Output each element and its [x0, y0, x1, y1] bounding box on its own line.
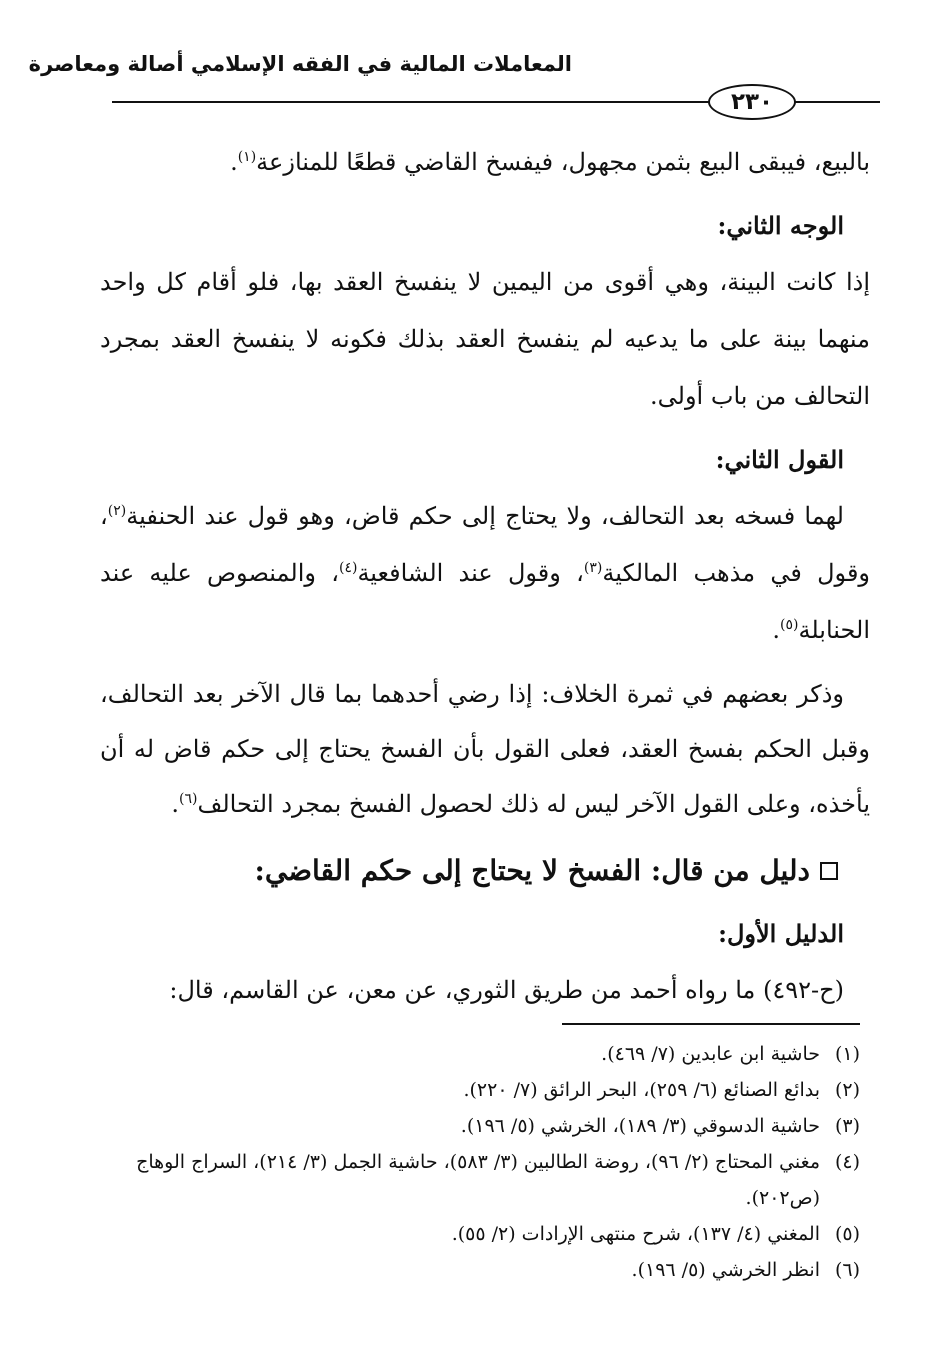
footnote [80, 1144, 860, 1216]
footnote-text: مغني المحتاج (٢/ ٩٦)، روضة الطالبين (٣/ ٥٨٣)، حاشية الجمل (٣/ ٢١٤)، السراج الوهاج (ص٢٠٢). [136, 1151, 820, 1209]
footnote-number: (٤) [834, 1151, 860, 1173]
footnotes [80, 1036, 860, 1288]
subheading-second-opinion: القول الثاني: [715, 445, 844, 474]
paragraph-1-text: بالبيع، فيبقى البيع بثمن مجهول، فيفسخ القاضي قطعًا للمنازعة [256, 148, 870, 176]
footnote-number: (٦) [834, 1259, 860, 1281]
subheading-first-evidence: الدليل الأول: [718, 919, 844, 948]
running-head-title: المعاملات المالية في الفقه الإسلامي أصالة ومعاصرة [28, 52, 572, 76]
page-number: ٢٣٠ [708, 84, 796, 120]
main-text [100, 134, 870, 1019]
footnote-text: المغني (٤/ ١٣٧)، شرح منتهى الإرادات (٢/ ٥٥). [451, 1223, 820, 1245]
paragraph-1-end: . [230, 148, 238, 176]
subheading-second-aspect: الوجه الثاني: [717, 211, 844, 240]
footnote [80, 1072, 860, 1108]
footnote-text: حاشية الدسوقي (٣/ ١٨٩)، الخرشي (٥/ ١٩٦). [460, 1115, 820, 1137]
footnote-ref-4: (٤) [338, 560, 358, 576]
paragraph-4-text: وذكر بعضهم في ثمرة الخلاف: إذا رضي أحدهما بما قال الآخر بعد التحالف، وقبل الحكم بفسخ العقد، فعلى القول بأن الفسخ يحتاج إلى حكم قاض له أن يأخذه، وعلى القول الآخر ليس له ذلك لحصول الفسخ بمجرد التحالف [100, 680, 870, 818]
footnote-number: (٥) [834, 1223, 860, 1245]
footnote-ref-5: (٥) [780, 617, 799, 633]
footnote-text: حاشية ابن عابدين (٧/ ٤٦٩). [601, 1043, 820, 1065]
paragraph-3-c: ، وقول عند الشافعية [357, 559, 584, 587]
paragraph-3-b: ، وقول في مذهب المالكية [100, 502, 870, 587]
footnote-number: (٢) [834, 1079, 860, 1101]
footnote-text: انظر الخرشي (٥/ ١٩٦). [631, 1259, 820, 1281]
section-heading [100, 842, 870, 899]
paragraph-3-a: لهما فسخه بعد التحالف، ولا يحتاج إلى حكم قاض، وهو قول عند الحنفية [126, 502, 844, 530]
footnote-ref-1: (١) [237, 149, 257, 165]
paragraph-3 [100, 488, 870, 659]
paragraph-5: (ح-٤٩٢) ما رواه أحمد من طريق الثوري، عن معن، عن القاسم، قال: [169, 976, 844, 1004]
footnote [80, 1108, 860, 1144]
paragraph-3-d: ، والمنصوص عليه عند الحنابلة [100, 559, 870, 644]
footnote-rule [562, 1023, 860, 1025]
paragraph-4 [100, 667, 870, 832]
footnote-number: (١) [834, 1043, 860, 1065]
footnote-ref-2: (٢) [107, 503, 127, 519]
paragraph-4-end: . [171, 790, 180, 818]
section-heading-text: دليل من قال: الفسخ لا يحتاج إلى حكم القاضي: [254, 854, 810, 887]
paragraph-2: إذا كانت البينة، وهي أقوى من اليمين لا ينفسخ العقد بها، فلو أقام كل واحد منهما بينة على ما يدعيه لم ينفسخ العقد بذلك فكونه لا ينفسخ العقد بمجرد التحالف من باب أولى. [100, 268, 870, 410]
footnote [80, 1216, 860, 1252]
paragraph-1 [100, 134, 870, 191]
footnote-ref-6: (٦) [179, 791, 198, 807]
footnote [80, 1252, 860, 1288]
square-bullet-icon [820, 862, 838, 880]
paragraph-3-e: . [772, 616, 780, 644]
footnote [80, 1036, 860, 1072]
footnote-text: بدائع الصنائع (٦/ ٢٥٩)، البحر الرائق (٧/ ٢٢٠). [463, 1079, 820, 1101]
footnote-number: (٣) [834, 1115, 860, 1137]
footnote-ref-3: (٣) [583, 560, 603, 576]
